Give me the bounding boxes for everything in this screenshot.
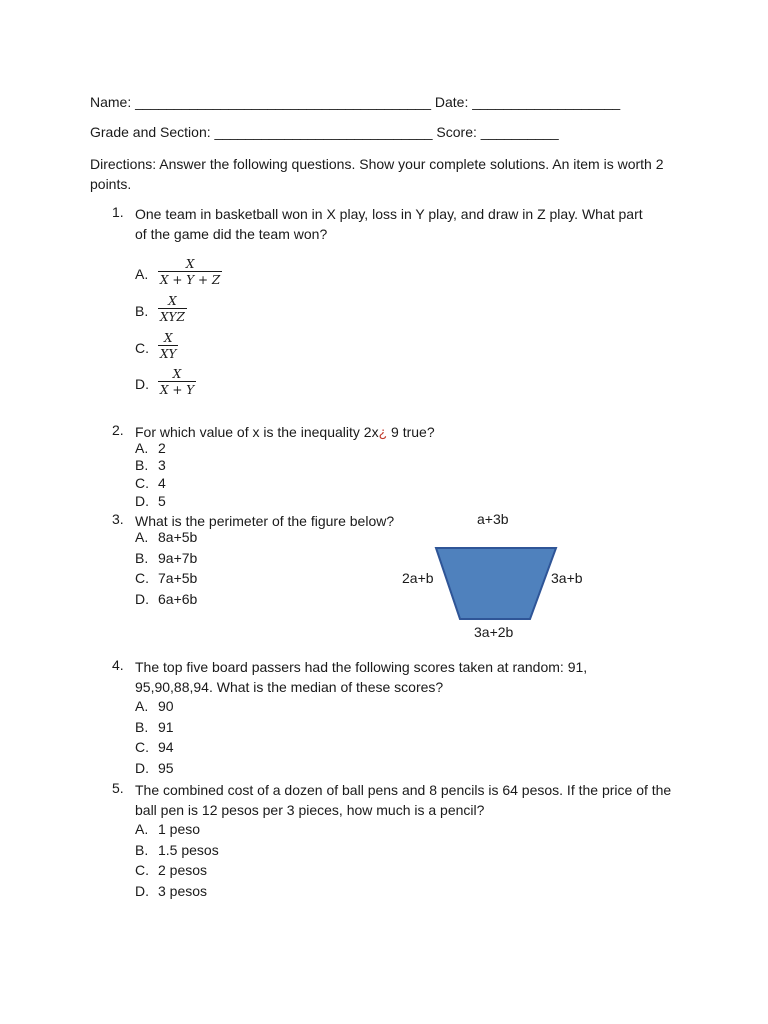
option-b — [135, 457, 166, 473]
trapezoid-shape — [430, 542, 562, 624]
option-letter: B. — [135, 719, 149, 735]
name-date-line: Name: ______________________________________ Date: ___________________ — [90, 94, 621, 110]
inequality-symbol: ¿ — [378, 424, 388, 440]
trapezoid-polygon — [436, 548, 556, 619]
numerator: X — [172, 367, 182, 381]
option-letter: D. — [135, 493, 149, 509]
option-letter: A. — [135, 529, 149, 545]
option-letter: C. — [135, 570, 149, 586]
option-d — [135, 376, 158, 392]
option-letter: B. — [135, 550, 149, 566]
option-c — [135, 570, 197, 586]
option-letter: D. — [135, 591, 149, 607]
option-letter: B. — [135, 457, 149, 473]
question-number: 4. — [112, 657, 124, 673]
fraction-d — [158, 367, 196, 397]
fraction-b — [158, 294, 187, 324]
question-text: What is the perimeter of the figure below? — [135, 513, 395, 529]
option-value: 90 — [158, 698, 174, 714]
denominator: X + Y + Z — [160, 273, 221, 287]
option-a — [135, 529, 197, 545]
option-d — [135, 883, 207, 899]
option-a — [135, 698, 174, 714]
option-a — [135, 821, 200, 837]
question-text: The combined cost of a dozen of ball pens and 8 pencils is 64 pesos. If the price of the ball pen is 12 pesos per 3 pieces, how much is a pencil? — [135, 782, 672, 818]
denominator: XYZ — [160, 310, 185, 324]
question-text-before: For which value of x is the inequality 2x — [135, 424, 379, 440]
option-value: 8a+5b — [158, 529, 198, 545]
option-value: 5 — [158, 493, 166, 509]
right-side-label: 3a+b — [551, 570, 583, 586]
option-value: 1 peso — [158, 821, 201, 837]
option-letter: D. — [135, 376, 149, 392]
option-letter: C. — [135, 739, 149, 755]
option-c — [135, 475, 166, 491]
question-text: One team in basketball won in X play, loss in Y play, and draw in Z play. What part of the game did the team won? — [135, 206, 643, 242]
option-letter: D. — [135, 883, 149, 899]
option-d — [135, 591, 197, 607]
fraction-a — [158, 257, 222, 287]
option-b — [135, 550, 197, 566]
option-b — [135, 842, 219, 858]
directions-text: Directions: Answer the following questions. Show your complete solutions. An item is worth 2 points. — [90, 156, 664, 192]
option-letter: B. — [135, 303, 149, 319]
option-value: 3 pesos — [158, 883, 208, 899]
left-side-label: 2a+b — [402, 570, 434, 586]
option-letter: A. — [135, 821, 149, 837]
option-d — [135, 760, 174, 776]
top-side-label: a+3b — [477, 511, 509, 527]
question-text-after: 9 true? — [387, 424, 435, 440]
numerator: X — [185, 257, 195, 271]
grade-score-line: Grade and Section: ____________________________ Score: __________ — [90, 124, 559, 140]
option-c — [135, 862, 207, 878]
option-value: 91 — [158, 719, 174, 735]
option-d — [135, 493, 166, 509]
option-letter: C. — [135, 475, 149, 491]
option-letter: C. — [135, 862, 149, 878]
question-text: The top five board passers had the following scores taken at random: 91, 95,90,88,94. What is the median of these scores? — [135, 659, 588, 695]
option-c — [135, 340, 158, 356]
fraction-c — [158, 331, 178, 361]
option-b — [135, 719, 174, 735]
option-value: 4 — [158, 475, 166, 491]
option-value: 2 pesos — [158, 862, 208, 878]
option-letter: A. — [135, 440, 149, 456]
question-number: 3. — [112, 511, 124, 527]
option-letter: D. — [135, 760, 149, 776]
denominator: XY — [160, 347, 177, 361]
question-number: 1. — [112, 204, 124, 220]
numerator: X — [163, 331, 173, 345]
option-value: 6a+6b — [158, 591, 198, 607]
option-b — [135, 303, 158, 319]
option-value: 95 — [158, 760, 174, 776]
option-value: 3 — [158, 457, 166, 473]
option-letter: A. — [135, 698, 149, 714]
option-value: 94 — [158, 739, 174, 755]
question-text — [135, 422, 435, 442]
denominator: X + Y — [160, 383, 195, 397]
option-value: 2 — [158, 440, 166, 456]
option-a — [135, 440, 166, 456]
bottom-side-label: 3a+2b — [474, 624, 514, 640]
option-value: 9a+7b — [158, 550, 198, 566]
question-number: 2. — [112, 422, 124, 438]
option-a — [135, 266, 158, 282]
option-letter: C. — [135, 340, 149, 356]
option-value: 7a+5b — [158, 570, 198, 586]
numerator: X — [168, 294, 177, 308]
question-number: 5. — [112, 780, 124, 796]
option-c — [135, 739, 174, 755]
option-value: 1.5 pesos — [158, 842, 219, 858]
option-letter: A. — [135, 266, 149, 282]
option-letter: B. — [135, 842, 149, 858]
